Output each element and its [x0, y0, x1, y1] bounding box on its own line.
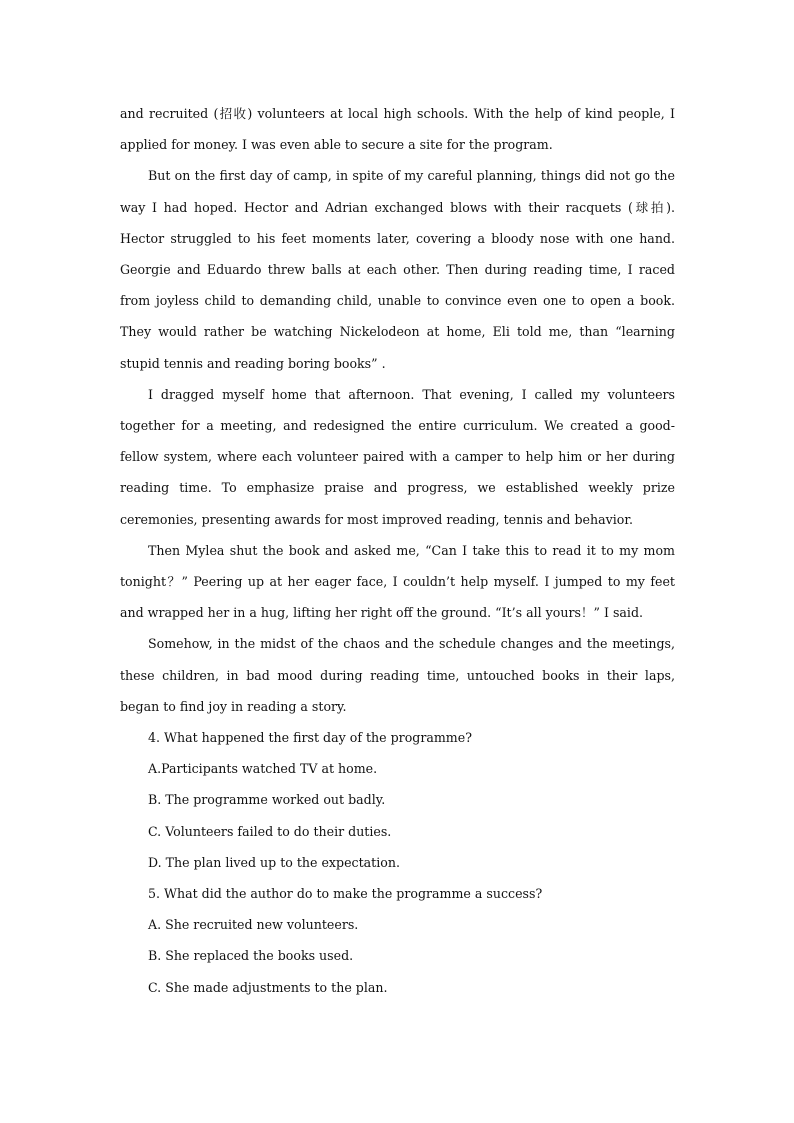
- question-5-option-c: C. She made adjustments to the plan.: [148, 979, 388, 995]
- question-4-option-b: B. The programme worked out badly.: [148, 792, 386, 808]
- question-4-stem: 4. What happened the first day of the programme?: [148, 730, 472, 746]
- question-5-stem: 5. What did the author do to make the programme a success?: [148, 886, 543, 902]
- paragraph-1: and recruited (招收) volunteers at local high schools. With the help of kind people, I applied for money. I was even able to secure a site for the program.: [120, 106, 675, 153]
- question-4: [120, 722, 675, 878]
- question-5-option-b: B. She replaced the books used.: [148, 948, 354, 964]
- paragraph-2: But on the first day of camp, in spite of my careful planning, things did not go the way I had hoped. Hector and Adrian exchanged blows with their racquets (球拍). Hector struggled to his feet moments later, covering a bloody nose with one hand. Georgie and Eduardo threw balls at each other. Then during reading time, I raced from joyless child to demanding child, unable to convince even one to open a book. They would rather be watching Nickelodeon at home, Eli told me, than “learning stupid tennis and reading boring books” .: [120, 168, 675, 371]
- question-5: [120, 878, 675, 1003]
- question-4-option-c: C. Volunteers failed to do their duties.: [148, 823, 392, 839]
- document-page: [120, 98, 675, 1003]
- paragraph-4: Then Mylea shut the book and asked me, “Can I take this to read it to my mom tonight？” Peering up at her eager face, I couldn’t help myself. I jumped to my feet and wrapped her in a hug, lifting her right off the ground. “It’s all yours！” I said.: [120, 542, 675, 621]
- question-4-option-d: D. The plan lived up to the expectation.: [148, 854, 400, 870]
- paragraph-3: I dragged myself home that afternoon. That evening, I called my volunteers together for a meeting, and redesigned the entire curriculum. We created a good-fellow system, where each volunteer paired with a camper to help him or her during reading time. To emphasize praise and progress, we established weekly prize ceremonies, presenting awards for most improved reading, tennis and behavior.: [120, 386, 675, 527]
- paragraph-5: Somehow, in the midst of the chaos and the schedule changes and the meetings, these children, in bad mood during reading time, untouched books in their laps, began to find joy in reading a story.: [120, 636, 675, 714]
- question-5-option-a: A. She recruited new volunteers.: [148, 917, 359, 933]
- question-4-option-a: A.Participants watched TV at home.: [148, 761, 378, 777]
